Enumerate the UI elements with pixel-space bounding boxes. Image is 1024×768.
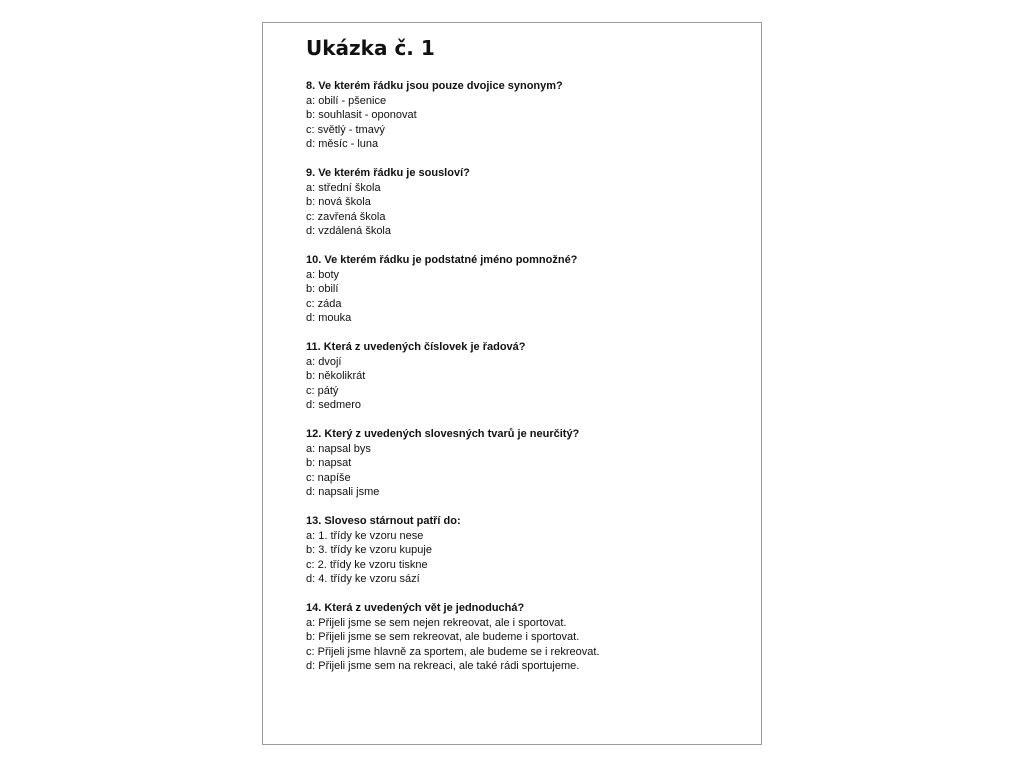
option-c: c: záda	[306, 297, 342, 310]
question-9	[306, 166, 746, 239]
option-c: c: pátý	[306, 384, 339, 397]
option-b: b: nová škola	[306, 196, 371, 208]
page-title: Ukázka č. 1	[306, 36, 435, 60]
option-b: b: několikrát	[306, 370, 366, 382]
question-list	[306, 79, 746, 688]
option-c: c: 2. třídy ke vzoru tiskne	[306, 558, 428, 571]
question-text: 10. Ve kterém řádku je podstatné jméno pomnožné?	[306, 254, 578, 266]
option-a: a: dvojí	[306, 355, 342, 368]
option-a: a: obilí - pšenice	[306, 94, 387, 107]
question-text: 9. Ve kterém řádku je sousloví?	[306, 167, 470, 179]
option-c: c: světlý - tmavý	[306, 123, 385, 136]
question-11	[306, 340, 746, 413]
option-d: d: vzdálená škola	[306, 225, 391, 237]
question-14	[306, 601, 746, 674]
question-text: 8. Ve kterém řádku jsou pouze dvojice synonym?	[306, 80, 563, 92]
question-text: 11. Která z uvedených číslovek je řadová?	[306, 341, 526, 353]
document-page	[262, 22, 762, 745]
option-d: d: Přijeli jsme sem na rekreaci, ale také rádi sportujeme.	[306, 660, 580, 672]
option-c: c: napíše	[306, 471, 351, 484]
option-b: b: souhlasit - oponovat	[306, 109, 417, 121]
question-text: 14. Která z uvedených vět je jednoduchá?	[306, 602, 525, 614]
option-c: c: Přijeli jsme hlavně za sportem, ale budeme se i rekreovat.	[306, 645, 600, 658]
option-a: a: Přijeli jsme se sem nejen rekreovat, ale i sportovat.	[306, 616, 567, 629]
option-b: b: 3. třídy ke vzoru kupuje	[306, 544, 432, 556]
option-c: c: zavřená škola	[306, 210, 386, 223]
option-d: d: 4. třídy ke vzoru sází	[306, 573, 420, 585]
option-a: a: střední škola	[306, 181, 381, 194]
option-d: d: napsali jsme	[306, 486, 380, 498]
option-a: a: boty	[306, 268, 340, 281]
question-text: 13. Sloveso stárnout patří do:	[306, 515, 461, 527]
option-b: b: obilí	[306, 283, 339, 295]
question-13	[306, 514, 746, 587]
question-10	[306, 253, 746, 326]
option-b: b: Přijeli jsme se sem rekreovat, ale budeme i sportovat.	[306, 631, 580, 643]
question-12	[306, 427, 746, 500]
question-text: 12. Který z uvedených slovesných tvarů je neurčitý?	[306, 428, 580, 440]
option-a: a: napsal bys	[306, 442, 371, 455]
option-d: d: sedmero	[306, 399, 362, 411]
option-d: d: měsíc - luna	[306, 138, 379, 150]
option-d: d: mouka	[306, 312, 352, 324]
option-b: b: napsat	[306, 457, 352, 469]
option-a: a: 1. třídy ke vzoru nese	[306, 529, 424, 542]
question-8	[306, 79, 746, 152]
